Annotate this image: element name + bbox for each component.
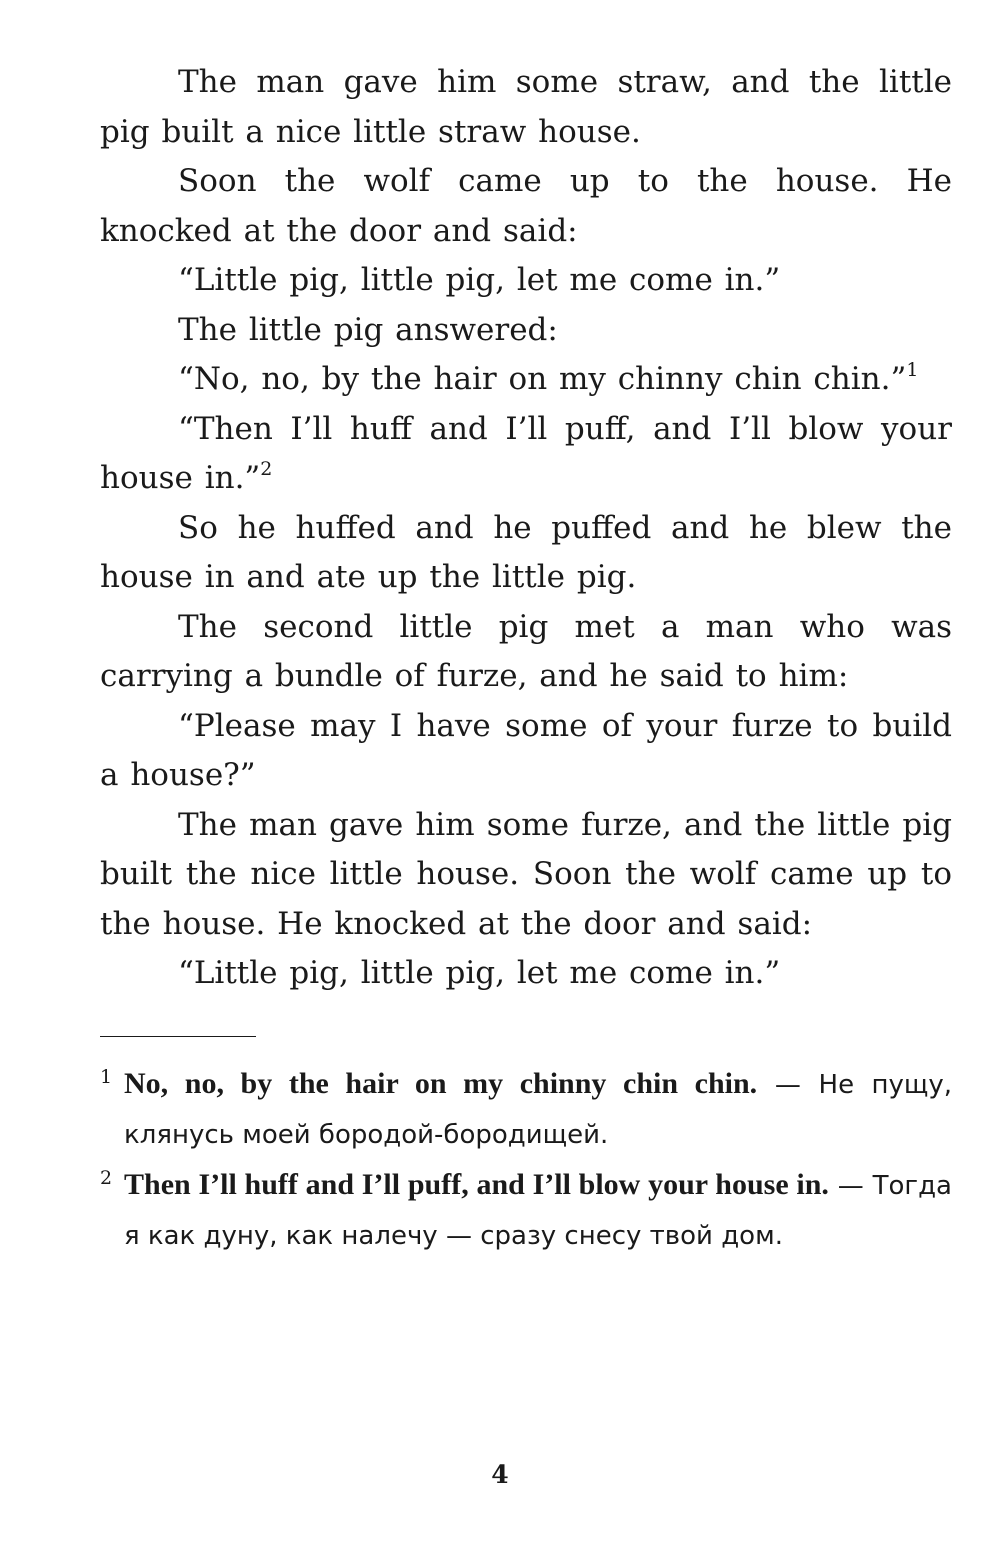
footnote-ref: 1 [906,359,919,381]
footnote-translation: Не пущу, клянусь моей бородой-бородищей. [124,1069,952,1150]
footnote-dash: — [774,1069,801,1100]
footnote-ref: 2 [260,458,273,480]
footnote-divider [100,1036,256,1037]
paragraph: “Please may I have some of your furze to build a house?” [100,707,952,793]
footnote-2 [100,1160,952,1261]
footnote-phrase: No, no, by the hair on my chinny chin chin. [124,1066,758,1100]
paragraph: “Little pig, little pig, let me come in.” [178,955,781,991]
book-page [100,58,952,1261]
footnote-dash: — [837,1170,864,1201]
story-text [100,58,952,999]
footnote-1 [100,1059,952,1160]
footnote-number: 1 [100,1065,113,1088]
paragraph-with-footnote [100,405,952,504]
paragraph-text: “Then I’ll huff and I’ll puff, and I’ll blow your house in.” [100,410,952,496]
paragraph: “Little pig, little pig, let me come in.” [178,262,781,298]
page-number: 4 [491,1460,509,1489]
paragraph: Soon the wolf came up to the house. He knocked at the door and said: [100,163,952,249]
paragraph: The man gave him some straw, and the little pig built a nice little straw house. [100,64,952,150]
footnote-number: 2 [100,1166,113,1189]
footnote-translation: Тогда я как дуну, как налечу — сразу снесу твой дом. [124,1170,952,1251]
paragraph-text: “No, no, by the hair on my chinny chin chin.” [178,361,907,397]
paragraph: The second little pig met a man who was carrying a bundle of furze, and he said to him: [100,608,952,694]
paragraph: The man gave him some furze, and the little pig built the nice little house. Soon the wolf came up to the house. He knocked at the door and said: [100,806,952,942]
footnotes [100,1059,952,1261]
paragraph: So he huffed and he puffed and he blew the house in and ate up the little pig. [100,509,952,595]
footnote-phrase: Then I’ll huff and I’ll puff, and I’ll blow your house in. [124,1167,829,1201]
paragraph-with-footnote [100,355,952,405]
paragraph: The little pig answered: [178,311,558,348]
